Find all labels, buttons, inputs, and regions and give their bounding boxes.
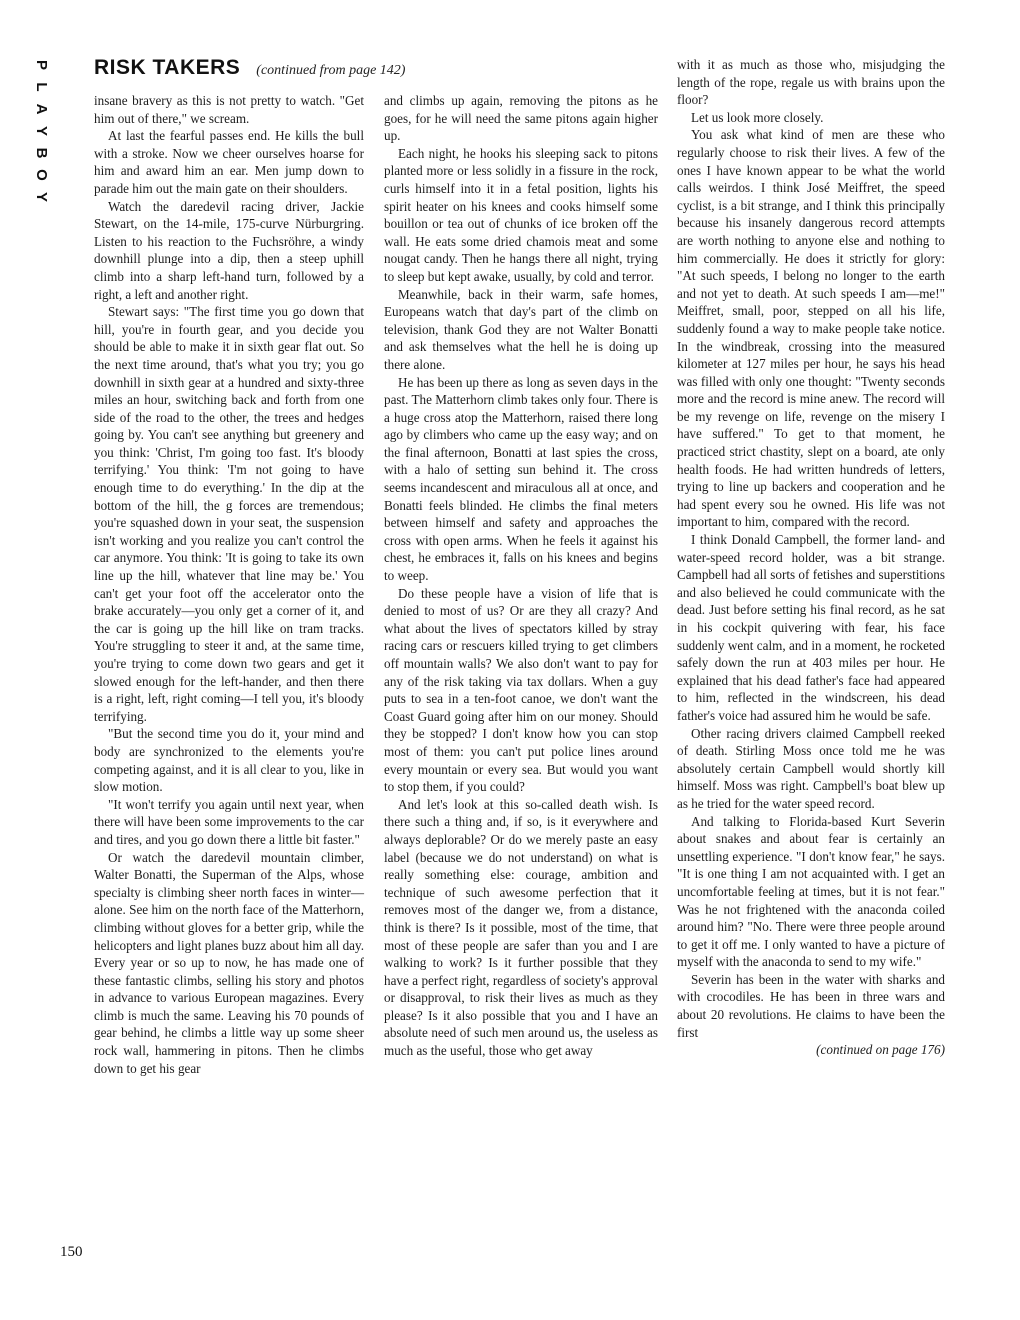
paragraph: and climbs up again, removing the pitons as he goes, for he will need the same pitons again higher up. [384,93,658,144]
paragraph: Stewart says: "The first time you go down that hill, you're in fourth gear, and you decide you should be able to make it in sixth gear flat out. So the next time around, that's what you try; you go downhill in sixth gear at a hundred and sixty-three miles an hour, switching back and forth from one side of the road to the other, the trees and hedges going by. You can't see anything but greenery and you think: 'Christ, I'm going too fast. It's bloody terrifying.' You think: 'I'm not going to have enough time to do everything.' In the dip at the bottom of the hill, the g forces are tremendous; you're squashed down in your seat, the suspension isn't working and you realize you can't control the car anymore. You think: 'It is going to take its own line up the hill, whatever that line may be.' You can't get your foot off the accelerator onto the brake accurately—you only get a corner of it, and the car is going up the hill like on tram tracks. You're struggling to steer it and, at the same time, you're trying to come down two gears and get it slowed enough for the left-hander, and then there is a right, left, right coming—I tell you, it's bloody terrifying. [94,304,364,724]
masthead-letter: O [33,169,50,181]
paragraph: Each night, he hooks his sleeping sack to pitons planted more or less solidly in a fissure in the rock, curls himself into it in a fetal position, lights his spirit heater on his knees and cooks himself some bouillon or tea out of chunks of ice broken off the wall. He eats some dried chamois meat and some nougat candy. Then he hangs there all night, trying to sleep but kept awake, usually, by cold and terror. [384,145,658,284]
paragraph: Other racing drivers claimed Campbell reeked of death. Stirling Moss once told me he was absolutely certain Campbell would shortly kill himself. Moss was right. Campbell's boat blew up as he tried for the water speed record. [677,725,945,811]
masthead-letter: Y [33,191,50,202]
paragraph: You ask what kind of men are these who regularly choose to risk their lives. A few of the ones I have known appear to be what the world calls weirdos. I think José Meiffret, the speed cyclist, is a bit strange, and I think this principally because his insanely dangerous record attempts are worth nothing to anyone else and nothing to him commercially. He does it strictly for glory: "At such speeds, I belong no longer to the earth and not yet to death. At such speeds I am—me!" Meiffret, small, poor, stepped on all his life, suddenly found a way to make people take notice. In the windbreak, crossing into the measured kilometer at 127 miles per hour, he says his head was filled with only one thought: "Twenty seconds more and the record is mine anew. The record will be my revenge on life, revenge on the misery I have suffered." To get to that moment, he practiced strict chastity, slept on a board, ate only health foods. He had written hundreds of letters, trying to line up backers and cooperation and he had spent every sou he owned. His life was not important to him, compared with the record. [677,127,945,530]
magazine-name-vertical [30,54,52,208]
masthead-letter: A [33,103,50,115]
text-column-2 [384,92,658,1060]
paragraph: Watch the daredevil racing driver, Jackie Stewart, on the 14-mile, 175-curve Nürburgring. Listen to his reaction to the Fuchsröhre, a windy downhill plunge into a dip, then a steep uphill climb into a sharp left-hand turn, followed by a right, a left and another right. [94,198,364,302]
paragraph: And let's look at this so-called death wish. Is there such a thing and, if so, is it everywhere and always deplorable? Or do we merely paste an easy label (because we do not understand) on what is really something else: courage, ambition and technique of such awesome perfection that it removes most of the danger we, from a distance, think is there? Is it possible, most of the time, that most of these people are safer than you and I are walking to work? Is it further possible that they have a perfect right, regardless of society's approval or disapproval, to risk their lives as much as they please? Is it also possible that you and I have an absolute need of such men around us, the useless as much as the useful, those who get away [384,796,658,1059]
continued-from-note: (continued from page 142) [256,63,406,78]
paragraph: Severin has been in the water with sharks and with crocodiles. He has been in three wars and about 20 revolutions. He claims to have been the first [677,971,945,1040]
continued-on-note: (continued on page 176) [816,1042,945,1058]
article-header [94,56,405,84]
masthead-letter: L [33,82,50,92]
paragraph: At last the fearful passes end. He kills the bull with a stroke. Now we cheer ourselves hoarse for him and award him an ear. Men jump down to parade him out the main gate on their shoulders. [94,128,364,196]
paragraph: with it as much as those who, misjudging the length of the rope, regale us with brains upon the floor? [677,57,945,108]
paragraph: insane bravery as this is not pretty to watch. "Get him out of there," we scream. [94,93,364,126]
text-column-1 [94,92,364,1077]
paragraph: I think Donald Campbell, the former land- and water-speed record holder, was a bit strange. Campbell had all sorts of fetishes and superstitions and also believed he could communicate with the dead. Just before setting his final record, as he sat in his cockpit quivering with fear, his face suddenly went calm, and in a moment, he rocketed safely down the run at 403 miles per hour. He explained that his dead father's face had appeared to him, reflected in the windscreen, his dead father's voice had assured him he would be safe. [677,532,945,723]
paragraph: Let us look more closely. [691,109,824,125]
paragraph: "But the second time you do it, your mind and body are synchronized to the elements you're competing against, and it is all clear to you, like in slow motion. [94,726,364,795]
page-number: 150 [60,1244,83,1260]
masthead-letter: P [33,59,50,70]
text-column-3 [677,56,945,1059]
masthead-letter: B [33,147,50,159]
masthead-letter: Y [33,125,50,136]
paragraph: Meanwhile, back in their warm, safe homes, Europeans watch that day's part of the climb on television, thank God they are not Walter Bonatti and ask themselves what the hell he is doing up there alone. [384,286,658,372]
paragraph: "It won't terrify you again until next year, when there will have been some improvements to the car and tires, and you go down there a little bit faster." [94,796,364,847]
paragraph: Do these people have a vision of life that is denied to most of us? Or are they all crazy? And what about the lives of spectators killed by stray racing cars or rescuers killed trying to get climbers off mountain walls? We also don't want to pay for any of the risk taking via tax dollars. When a guy puts to sea in a ten-foot canoe, we don't want the Coast Guard going after him on our money. Should they be stopped? I don't know how you can stop most of them: you can't put police lines around every mountain or every sea. But would you want to stop them, if you could? [384,585,658,795]
paragraph: Or watch the daredevil mountain climber, Walter Bonatti, the Superman of the Alps, whose specialty is climbing sheer north faces in winter—alone. See him on the north face of the Matterhorn, climbing without gloves for a better grip, while the helicopters and light planes buzz about him all day. Every year or so up to now, he has made one of these fantastic climbs, selling his story and photos in advance to various European magazines. Every climb is much the same. Leaving his 70 pounds of gear behind, he climbs a little way up some sheer rock wall, hammering in pitons. Then he climbs down to get his gear [94,849,364,1076]
section-title: RISK TAKERS [94,56,241,79]
paragraph: And talking to Florida-based Kurt Severin about snakes and about fear is certainly an unsettling experience. "I don't know fear," he says. "It is one thing I am not acquainted with. I get an uncomfortable feeling at times, but it is not fear." Was he not frightened with the anaconda coiled around him? "No. There were three people around to get it off me. I only wanted to have a picture of myself with the anaconda to send to my wife." [677,813,945,970]
paragraph: He has been up there as long as seven days in the past. The Matterhorn climb takes only four. There is a huge cross atop the Matterhorn, raised there long ago by climbers who came up the easy way; and on the final afternoon, Bonatti at last spies the cross, with a halo of setting sun behind it. The cross seems incandescent and miraculous all at once, and Bonatti feels blinded. He climbs the final meters between himself and safety and approaches the cross with open arms. When he feels it against his chest, he embraces it, falls on his knees and begins to weep. [384,374,658,584]
